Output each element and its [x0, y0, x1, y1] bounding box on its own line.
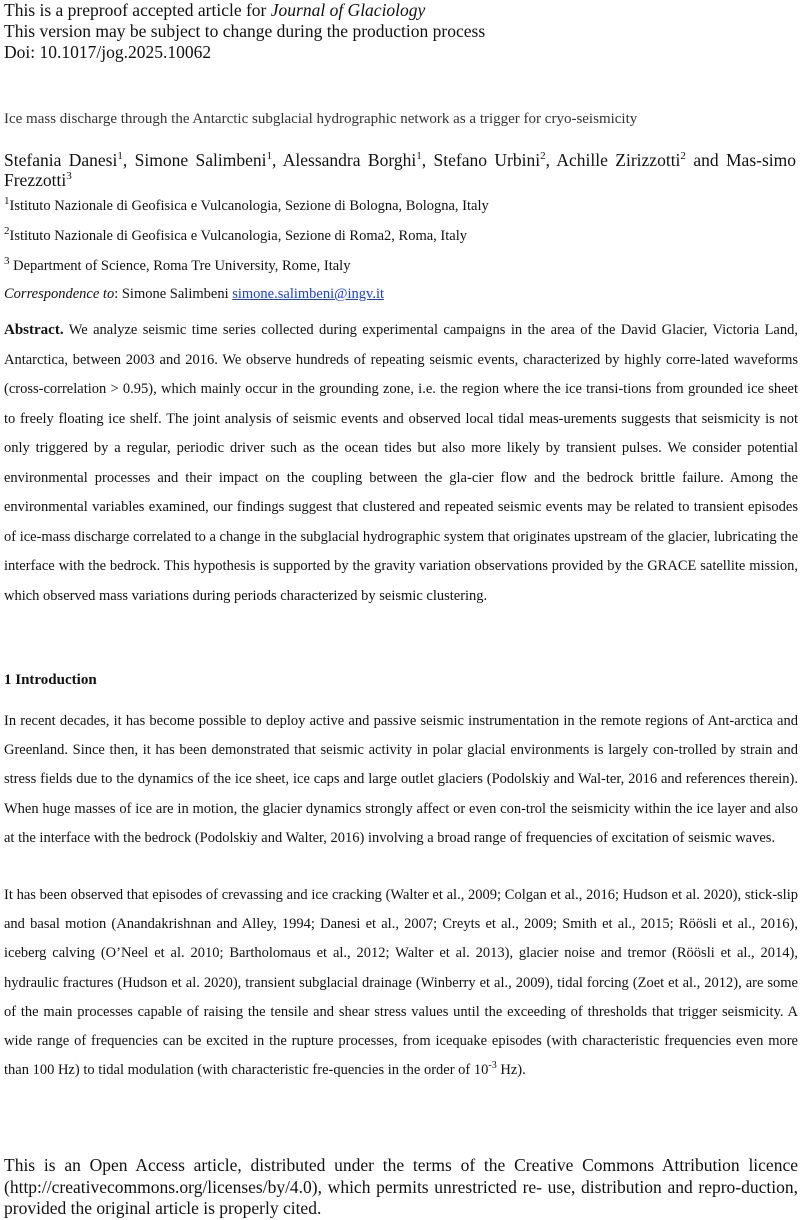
journal-name: Journal of Glaciology — [270, 0, 426, 20]
author-name: Stefania Danesi — [4, 150, 118, 170]
preproof-notice — [4, 0, 485, 63]
author-list: Stefania Danesi$^1$, Simone Salimbeni$^1$, Alessandra Borghi$^1$, Stefano Urbini$^2$, Achille Zirizzotti$^2$ and Mas-simo Frezzotti$^3$ — [4, 150, 796, 190]
author-name: Alessandra Borghi — [282, 150, 417, 170]
section-heading-introduction: 1 Introduction — [4, 672, 97, 688]
abstract-text: We analyze seismic time series collected during experimental campaigns in the area of the David Glacier, Victoria Land, Antarctica, between 2003 and 2016. We observe hundreds of repeating seismic events, characterized by highly corre-lated waveforms (cross-correlation > 0.95), which mainly occur in the grounding zone, i.e. the region where the ice transi-tions from grounded ice sheet to freely floating ice shelf. The joint analysis of seismic events and observed local tidal meas-urements suggests that seismicity is not only triggered by a regular, periodic driver such as the ocean tides but also more likely by transient pulses. We consider potential environmental processes and their impact on the coupling between the gla-cier flow and the bedrock brittle failure. Among the environmental variables examined, our findings suggest that clustered and repeated seismic events may be related to transient episodes of ice-mass discharge correlated to a change in the subglacial hydrographic system that originates upstream of the glacier, lubricating the interface with the bedrock. This hypothesis is supported by the gravity variation observations provided by the GRACE satellite mission, which observed mass variations during periods characterized by seismic clustering. — [4, 322, 798, 604]
affiliation-1: $^1$Istituto Nazionale di Geofisica e Vulcanologia, Sezione di Bologna, Bologna, Italy — [4, 195, 489, 214]
intro-paragraph-2: It has been observed that episodes of crevassing and ice cracking (Walter et al., 2009; Colgan et al., 2016; Hudson et al. 2020), stick-slip and basal motion (Anandakrishnan and Alley, 1994; Danesi et al., 2007; Creyts et al., 2009; Smith et al., 2015; Röösli et al., 2016), iceberg calving (O’Neel et al. 2010; Bartholomaus et al., 2012; Walter et al. 2013), glacier noise and tremor (Röösli et al., 2014), hydraulic fractures (Hudson et al. 2020), transient subglacial drainage (Winberry et al., 2009), tidal forcing (Zoet et al., 2012), are some of the main processes capable of raising the tensile and shear stress values until the exceeding of thresholds that trigger seismicity. A wide range of frequencies can be excited in the rupture processes, from icequake episodes (with characteristic frequencies even more than 100 Hz) to tidal modulation (with characteristic fre-quencies in the order of $10^{-3}$ Hz). — [4, 887, 798, 1079]
affiliation-2: $^2$Istituto Nazionale di Geofisica e Vulcanologia, Sezione di Roma2, Roma, Italy — [4, 225, 468, 244]
correspondence-line: Correspondence to: Simone Salimbeni simone.salimbeni@ingv.it — [4, 286, 384, 302]
intro-paragraph-1: In recent decades, it has become possible to deploy active and passive seismic instrumentation in the remote regions of Ant-arctica and Greenland. Since then, it has been demonstrated that seismic activity in polar glacial environments is largely con-trolled by strain and stress fields due to the dynamics of the ice sheet, ice caps and large outlet glaciers (Podolskiy and Wal-ter, 2016 and references therein). When huge masses of ice are in motion, the glacier dynamics strongly affect or even con-trol the seismicity within the ice layer and also at the interface with the bedrock (Podolskiy and Walter, 2016) involving a broad range of frequencies of excitation of seismic waves. — [4, 713, 798, 846]
article-title: Ice mass discharge through the Antarctic subglacial hydrographic network as a trigger for cryo-seismicity — [4, 111, 638, 127]
author-name: Simone Salimbeni — [134, 150, 267, 170]
author-name: Achille Zirizzotti — [556, 150, 681, 170]
notice-line-2: This version may be subject to change during the production process — [4, 21, 486, 41]
author-name: Stefano Urbini — [433, 150, 541, 170]
abstract — [4, 316, 798, 611]
doi-line: Doi: 10.1017/jog.2025.10062 — [4, 42, 212, 62]
affiliation-3: $^3$ Department of Science, Roma Tre University, Rome, Italy — [4, 255, 351, 274]
correspondence-email-link[interactable]: simone.salimbeni@ingv.it — [232, 286, 384, 302]
abstract-label: Abstract. — [4, 322, 64, 338]
notice-line-1: This is a preproof accepted article for Journal of Glaciology — [4, 0, 426, 20]
license-statement: This is an Open Access article, distributed under the terms of the Creative Commons Attribution licence (http://creativecommons.org/licenses/by/4.0), which permits unrestricted re- use, distribution and repro-duction, provided the original article is properly cited. — [4, 1155, 798, 1218]
